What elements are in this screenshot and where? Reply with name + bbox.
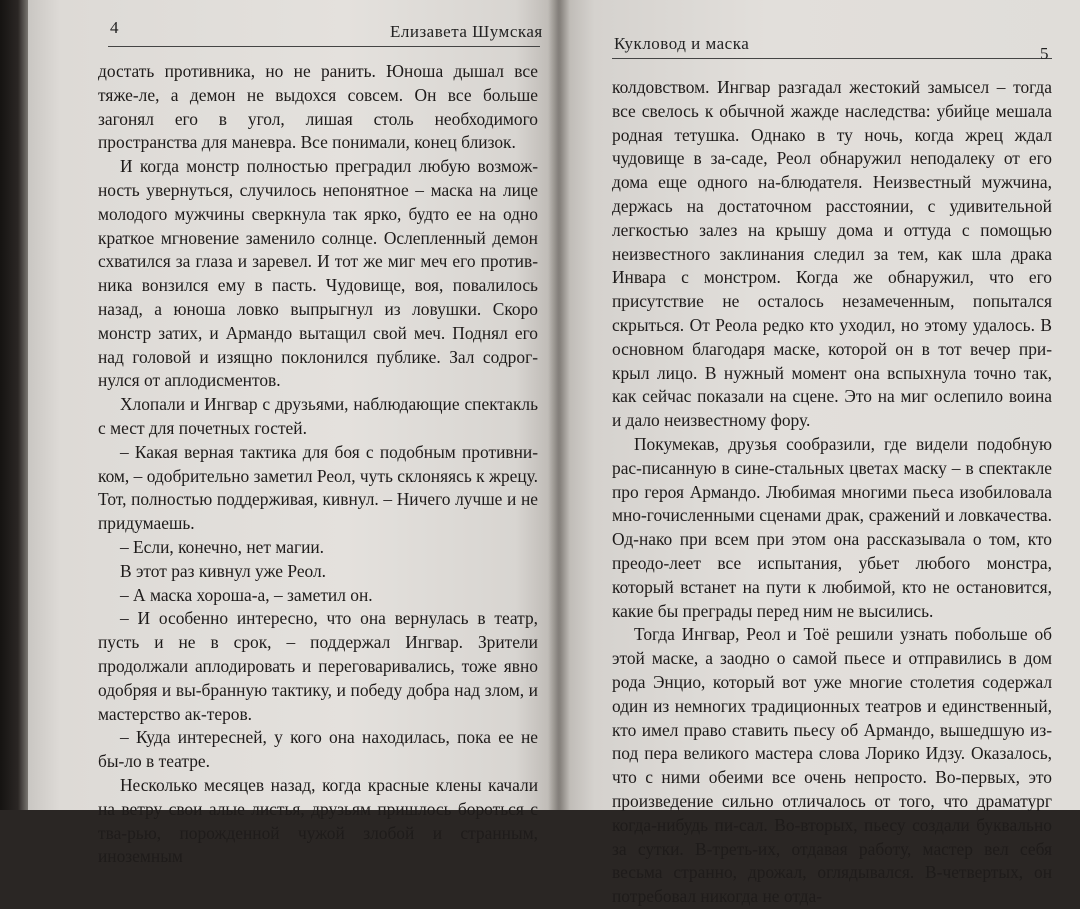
paragraph: Хлопали и Ингвар с друзьями, наблюдающие спектакль с мест для почетных гостей.	[98, 394, 538, 438]
paragraph: В этот раз кивнул уже Реол.	[120, 560, 327, 581]
running-head-title: Кукловод и маска	[614, 34, 750, 53]
right-page	[558, 0, 1080, 907]
left-page	[28, 0, 558, 867]
paragraph: колдовством. Ингвар разгадал жестокий замысел – тогда все свелось к обычной жажде наследства: убийце мешала родная тетушка. Однако в ту ночь, когда жрец ждал чудовище в за-саде, Реол обнаружил неподалеку от его дома еще одного на-блюдателя. Неизвестный мужчина, держась на достаточном расстоянии, с удивительной легкостью залез на крышу дома и оттуда с помощью неизвестного заклинания следил за тем, как шла драка Инвара с монстром. Когда же обнаружил, что его присутствие не осталось незамеченным, попытался скрыться. От Реола редко кто уходил, но этому удалось. В основном благодаря маске, которой он в тот вечер при-крыл лицо. В нужный момент она вспыхнула точно так, как сейчас показали на сцене. Это на миг ослепило воина и дало неизвестному фору.	[612, 77, 1052, 431]
paragraph: Несколько месяцев назад, когда красные клены качали на ветру свои алые листья, друзьям пришлось бороться с тва-рью, порожденной чужой злобой и странным, иноземным	[98, 774, 538, 867]
book-outer-edge	[0, 0, 30, 810]
paragraph: – Какая верная тактика для боя с подобным противни-ком, – одобрительно заметил Реол, чуть склоняясь к жрецу. Тот, полностью поддерживая, кивнул. – Ничего лучше и не придумаешь.	[98, 441, 538, 534]
page-number-left: 4	[110, 18, 119, 37]
paragraph: – И особенно интересно, что она вернулась в театр, пусть и не в срок, – поддержал Ингвар. Зрители продолжали аплодировать и переговаривались, тоже явно одобряя и вы-бранную тактику, и победу добра над злом, и мастерство ак-теров.	[98, 608, 538, 724]
right-page-body	[612, 76, 1052, 909]
paragraph: достать противника, но не ранить. Юноша дышал все тяже-ле, а демон не выдохся совсем. Он все больше загонял его в угол, лишая столь необходимого пространства для маневра. Все понимали, конец близок.	[98, 61, 538, 153]
paragraph: Покумекав, друзья сообразили, где видели подобную рас-писанную в сине-стальных цветах маску – в спектакле про героя Армандо. Любимая многими пьеса изобиловала мно-гочисленными сценами драк, сражений и ловкачества. Од-нако при всем при этом она рассказывала о том, кто преодо-леет все испытания, убьет любого монстра, который встанет на пути к любимой, кто не остановится, какие бы преграды перед ним не высились.	[612, 433, 1052, 621]
paragraph: – Куда интересней, у кого она находилась, пока ее не бы-ло в театре.	[98, 727, 538, 772]
paragraph: – А маска хороша-а, – заметил он.	[120, 584, 373, 605]
running-head-author: Елизавета Шумская	[390, 22, 543, 41]
paragraph: И когда монстр полностью преградил любую возмож-ность увернуться, случилось непонятное – маска на лице молодого мужчины сверкнула так ярко, будто ее на одно краткое мгновение заменило солнце. Ослепленный демон схватился за глаза и заревел. И тот же миг меч его против-ника вонзился ему в пасть. Чудовище, воя, повалилось назад, а юноша ловко выпрыгнул из ловушки. Скоро монстр затих, и Армандо вытащил свой меч. Поднял его над головой и изящно поклонился публике. Зал содрог-нулся от аплодисментов.	[98, 156, 538, 391]
header-rule-right	[612, 58, 1052, 59]
paragraph: Тогда Ингвар, Реол и Тоё решили узнать побольше об этой маске, а заодно о самой пьесе и отправились в дом рода Энцио, который вот уже многие столетия содержал один из немногих традиционных театров и единственный, кто имел право ставить пьесу об Армандо, вышедшую из-под пера великого мастера слова Лорико Идзу. Оказалось, что с ними обеими все очень непросто. Во-первых, это произведение сильно отличалось от того, что драматург когда-нибудь пи-сал. Во-вторых, пьесу создали буквально за сутки. В-треть-их, отдавая работу, мастер вел себя весьма странно, дрожал, оглядывался. В-четвертых, он потребовал никогда не отда-	[612, 624, 1052, 907]
header-rule-left	[108, 46, 540, 47]
page-number-right: 5	[1040, 44, 1049, 63]
left-page-body	[98, 60, 538, 869]
paragraph: – Если, конечно, нет магии.	[120, 536, 325, 557]
